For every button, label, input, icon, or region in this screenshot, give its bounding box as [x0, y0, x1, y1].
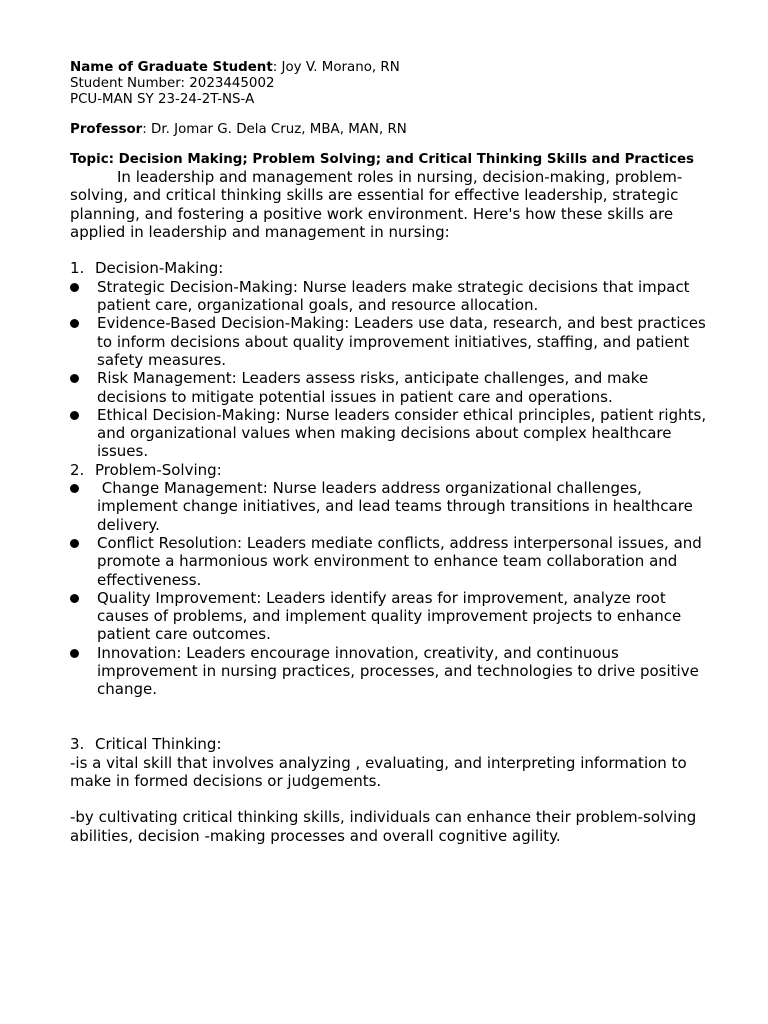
topic-heading: Topic: Decision Making; Problem Solving; and Critical Thinking Skills and Practices [70, 152, 694, 167]
section-title: Decision-Making: [95, 259, 224, 278]
list-item: Risk Management: Leaders assess risks, anticipate challenges, and make decisions to mitigate potential issues in patient care and operations. [70, 369, 710, 406]
section-critical-thinking [70, 735, 710, 753]
professor-line [70, 122, 710, 138]
section-title: Critical Thinking: [95, 735, 222, 754]
list-item: Strategic Decision-Making: Nurse leaders make strategic decisions that impact patient care, organizational goals, and resource allocation. [70, 278, 710, 315]
list-item: Conflict Resolution: Leaders mediate conflicts, address interpersonal issues, and promote a harmonious work environment to enhance team collaboration and effectiveness. [70, 534, 710, 589]
bullet-icon [70, 484, 79, 493]
student-name-line [70, 60, 710, 76]
bullet-icon [70, 283, 79, 292]
section-decision-making [70, 259, 710, 277]
program-code: PCU-MAN SY 23-24-2T-NS-A [70, 92, 255, 107]
decision-making-list [70, 278, 710, 461]
bullet-icon [70, 539, 79, 548]
problem-solving-list [70, 479, 710, 699]
bullet-icon [70, 374, 79, 383]
list-item: Innovation: Leaders encourage innovation, creativity, and continuous improvement in nursing practices, processes, and technologies to drive positive change. [70, 644, 710, 699]
bullet-icon [70, 594, 79, 603]
professor-label: Professor [70, 122, 143, 137]
student-name-value: : Joy V. Morano, RN [272, 60, 400, 75]
list-item: Change Management: Nurse leaders address organizational challenges, implement change initiatives, and lead teams through transitions in healthcare delivery. [70, 479, 710, 534]
list-item: Quality Improvement: Leaders identify areas for improvement, analyze root causes of problems, and implement quality improvement projects to enhance patient care outcomes. [70, 589, 710, 644]
critical-thinking-benefits: -by cultivating critical thinking skills, individuals can enhance their problem-solving abilities, decision -making processes and overall cognitive agility. [70, 808, 697, 845]
student-name-label: Name of Graduate Student [70, 60, 273, 75]
document-page [70, 60, 710, 845]
professor-value: : Dr. Jomar G. Dela Cruz, MBA, MAN, RN [142, 122, 407, 137]
bullet-icon [70, 319, 79, 328]
critical-thinking-definition: -is a vital skill that involves analyzing , evaluating, and interpreting information to make in formed decisions or judgements. [70, 753, 687, 790]
bullet-icon [70, 411, 79, 420]
section-problem-solving [70, 461, 710, 479]
list-item: Ethical Decision-Making: Nurse leaders consider ethical principles, patient rights, and organizational values when making decisions about complex healthcare issues. [70, 406, 710, 461]
section-number: 3. [70, 735, 85, 754]
student-info [70, 60, 710, 138]
bullet-icon [70, 649, 79, 658]
student-number: Student Number: 2023445002 [70, 76, 275, 91]
section-number: 1. [70, 259, 85, 278]
list-item: Evidence-Based Decision-Making: Leaders use data, research, and best practices to inform decisions about quality improvement initiatives, staffing, and patient safety measures. [70, 314, 710, 369]
section-number: 2. [70, 460, 85, 479]
intro-paragraph: In leadership and management roles in nursing, decision-making, problem-solving, and critical thinking skills are essential for effective leadership, strategic planning, and fostering a positive work environment. Here's how these skills are applied in leadership and management in nursing: [70, 168, 683, 241]
section-title: Problem-Solving: [95, 460, 222, 479]
